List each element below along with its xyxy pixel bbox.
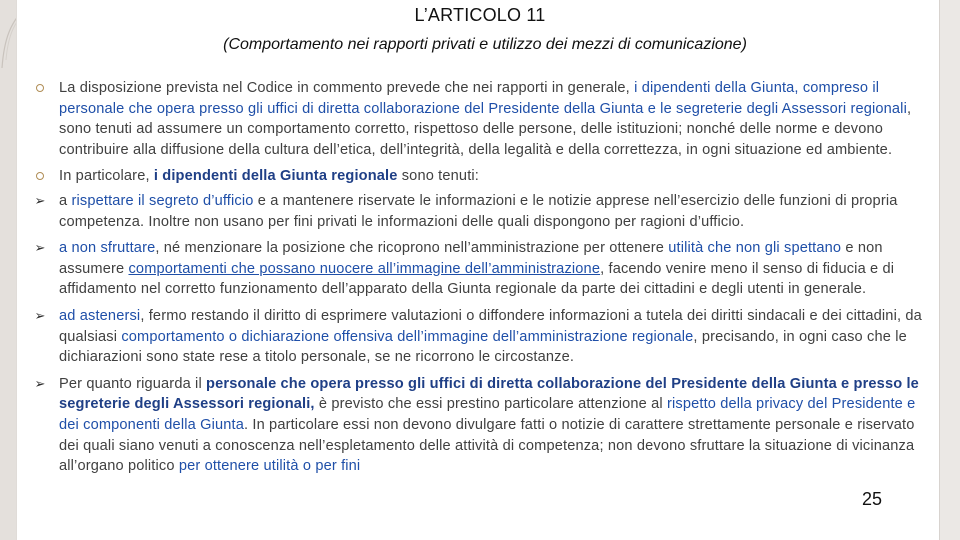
- circle-bullet-icon: [36, 84, 44, 92]
- slide-title: L’ARTICOLO 11: [414, 5, 546, 25]
- item-text: e a mantenere riservate le informazioni e le notizie apprese nell’esercizio delle funzioni di propria competenza. Inoltre non usano per fini privati le informazioni delle quali dispongono per ragioni d’ufficio.: [59, 192, 898, 230]
- arrow-bullet-icon: ➢: [34, 307, 46, 323]
- item-text: , né menzionare la posizione che ricoprono nell’amministrazione per ottenere: [155, 240, 669, 257]
- slide-body: [32, 78, 932, 483]
- list-item: [32, 191, 932, 232]
- circle-bullet-icon: [36, 172, 44, 180]
- item-highlight: ad astenersi: [59, 307, 141, 324]
- item-highlight: comportamenti che possano nuocere all’immagine dell’amministrazione: [128, 260, 601, 277]
- item-text: è previsto che essi prestino particolare attenzione al: [314, 396, 667, 413]
- list-item: [32, 306, 932, 368]
- item-text: , facendo venire meno il senso di fiducia e di affidamento nel corretto funzionamento dell’apparato della Giunta regionale da parte dei cittadini e degli utenti in generale.: [59, 260, 895, 298]
- item-text: e non assumere: [59, 240, 883, 277]
- list-item: [32, 78, 932, 160]
- left-margin-decoration: [0, 0, 17, 540]
- item-text: , fermo restando il diritto di esprimere valutazioni o diffondere informazioni a tutela dei diritti sindacali e dei cittadini, da qualsiasi: [59, 307, 922, 345]
- list-item: [32, 238, 932, 300]
- item-highlight: a non sfruttare: [59, 240, 156, 257]
- item-highlight: personale che opera presso gli uffici di diretta collaborazione del Presidente della Giunta e presso le segreterie degli Assessori regionali,: [59, 375, 919, 413]
- item-highlight: i dipendenti della Giunta, compreso il personale che opera presso gli uffici di diretta collaborazione del Presidente della Giunta e le segreterie degli Assessori regionali: [59, 80, 907, 117]
- item-text: La disposizione prevista nel Codice in commento prevede che nei rapporti in generale,: [59, 80, 635, 96]
- item-text: In particolare,: [59, 168, 154, 185]
- item-highlight: rispetto della privacy del Presidente e dei componenti della Giunta: [59, 396, 916, 433]
- slide-subtitle: (Comportamento nei rapporti privati e utilizzo dei mezzi di comunicazione): [223, 36, 747, 53]
- item-highlight: per ottenere utilità o per fini: [178, 458, 361, 475]
- right-margin-decoration: [939, 0, 960, 540]
- item-text: , sono tenuti ad assumere un comportamento corretto, rispettoso delle persone, delle istituzioni; nonché delle norme e devono contribuire alla diffusione della cultura dell’etica, dell’integrità, della legalità e della correttezza, in ogni situazione ed ambiente.: [59, 100, 912, 158]
- item-text: , precisando, in ogni caso che le dichiarazioni sono state rese a titolo personale, se ne ricorrono le circostanze.: [59, 328, 907, 366]
- item-text: a: [59, 192, 72, 209]
- item-highlight: i dipendenti della Giunta regionale: [153, 168, 398, 185]
- item-text: sono tenuti:: [397, 168, 479, 185]
- item-highlight: utilità che non gli spettano: [668, 240, 842, 257]
- item-text: Per quanto riguarda il: [59, 375, 207, 392]
- item-highlight: comportamento o dichiarazione offensiva dell’immagine dell’amministrazione regionale: [121, 328, 694, 345]
- arrow-bullet-icon: ➢: [34, 192, 46, 208]
- arrow-bullet-icon: ➢: [34, 240, 46, 256]
- page-number: 25: [862, 489, 883, 509]
- item-highlight: rispettare il segreto d’ufficio: [71, 192, 254, 209]
- list-item: [32, 374, 932, 477]
- arrow-bullet-icon: ➢: [34, 375, 46, 391]
- item-text: . In particolare essi non devono divulgare fatti o notizie di carattere strettamente personale e riservato dei quali siano venuti a conoscenza nell’espletamento delle attività di competenza; non devono sfruttare la situazione di vicinanza all’organo politico: [59, 416, 915, 475]
- list-item: [32, 166, 932, 187]
